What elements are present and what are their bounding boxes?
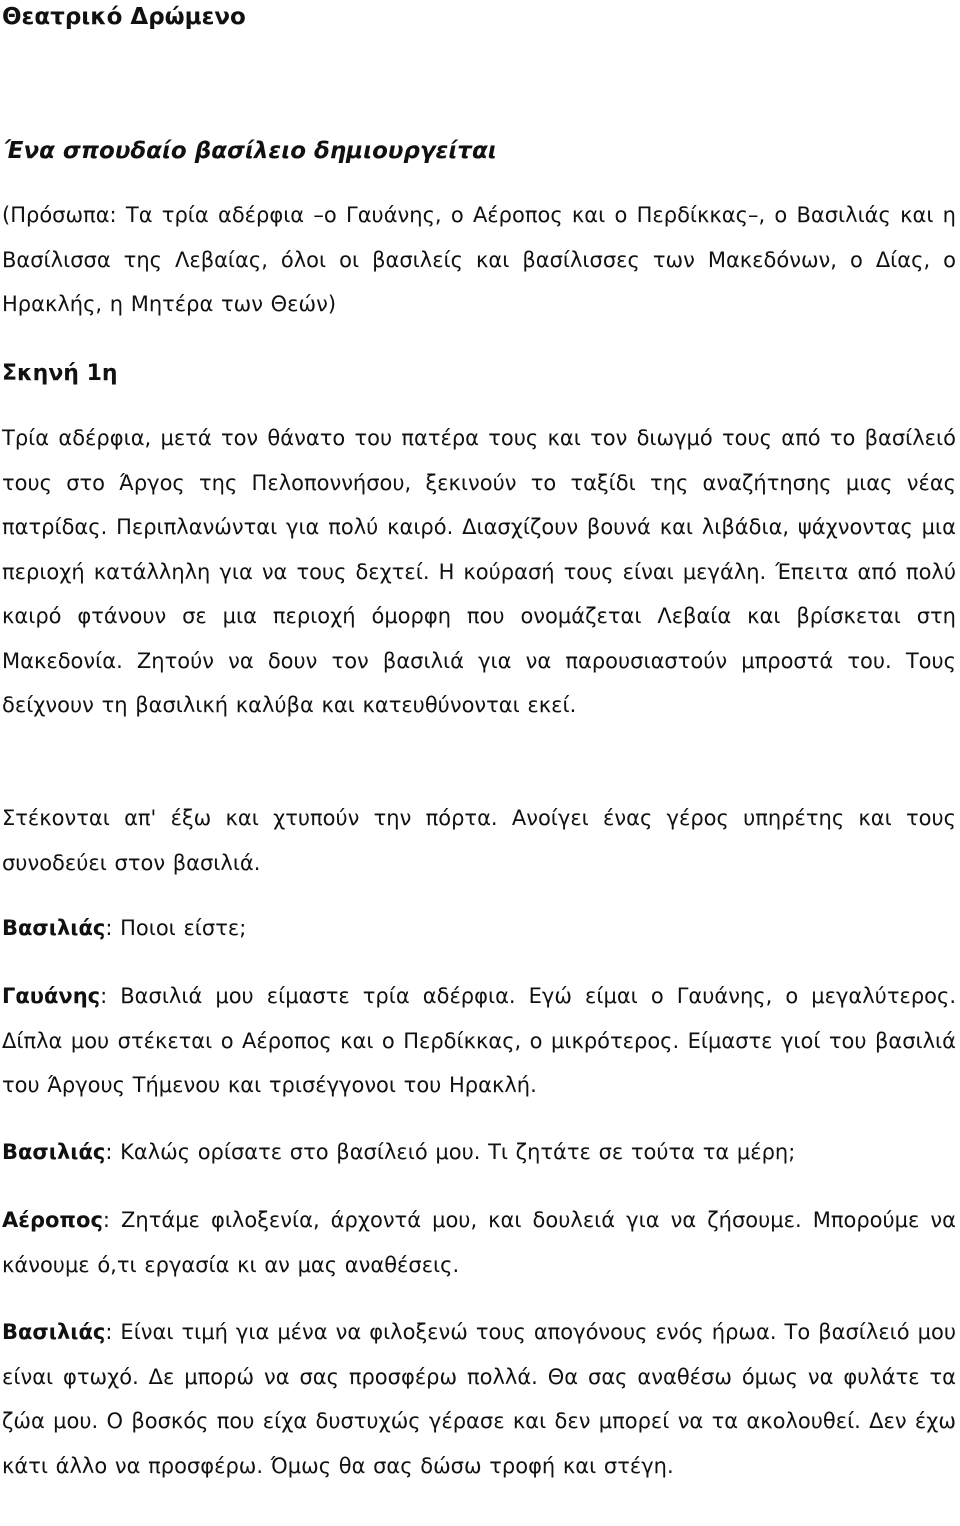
dialogue-text: : Είναι τιμή για μένα να φιλοξενώ τους απογόνους ενός ήρωα. Το βασίλειό μου είναι φτωχό. Δε μπορώ να σας προσφέρω πολλά. Θα σας αναθέσω όμως να φυλάτε τα ζώα μου. Ο βοσκός που είχα δυστυχώς γέρασε και δεν μπορεί να τα ακολουθεί. Δεν έχω κάτι άλλο να προσφέρω. Όμως θα σας δώσω τροφή και στέγη. — [2, 1320, 956, 1478]
play-title: Ένα σπουδαίο βασίλειο δημιουργείται — [4, 138, 497, 164]
document-title: Θεατρικό Δρώμενο — [2, 4, 246, 30]
dialogue-text: : Ποιοι είστε; — [105, 916, 247, 940]
dialogue-text: : Βασιλιά μου είμαστε τρία αδέρφια. Εγώ είμαι ο Γαυάνης, ο μεγαλύτερος. Δίπλα μου στέκεται ο Αέροπος και ο Περδίκκας, ο μικρότερος. Είμαστε γιοί του βασιλιά του Άργους Τήμενου και τρισέγγονοι του Ηρακλή. — [2, 984, 956, 1097]
speaker-name: Βασιλιάς — [2, 1320, 106, 1344]
narration-paragraph-1: Τρία αδέρφια, μετά τον θάνατο του πατέρα τους και τον διωγμό τους από το βασίλειό τους στο Άργος της Πελοποννήσου, ξεκινούν το ταξίδι της αναζήτησης μιας νέας πατρίδας. Περιπλανώνται για πολύ καιρό. Διασχίζουν βουνά και λιβάδια, ψάχνοντας μια περιοχή κατάλληλη για να τους δεχτεί. Η κούρασή τους είναι μεγάλη. Έπειτα από πολύ καιρό φτάνουν σε μια περιοχή όμορφη που ονομάζεται Λεβαία και βρίσκεται στη Μακεδονία. Ζητούν να δουν τον βασιλιά για να παρουσιαστούν μπροστά του. Τους δείχνουν τη βασιλική καλύβα και κατευθύνονται εκεί. — [2, 426, 956, 717]
characters-paragraph: (Πρόσωπα: Τα τρία αδέρφια –ο Γαυάνης, ο Αέροπος και ο Περδίκκας–, ο Βασιλιάς και η Βασίλισσα της Λεβαίας, όλοι οι βασιλείς και βασίλισσες των Μακεδόνων, ο Δίας, ο Ηρακλής, η Μητέρα των Θεών) — [2, 203, 956, 316]
speaker-name: Γαυάνης — [2, 984, 101, 1008]
speaker-name: Βασιλιάς — [2, 916, 106, 940]
dialogue-line — [2, 1198, 956, 1287]
narration-paragraph-2: Στέκονται απ' έξω και χτυπούν την πόρτα. Ανοίγει ένας γέρος υπηρέτης και τους συνοδεύει στον βασιλιά. — [2, 806, 956, 875]
dialogue-text: : Καλώς ορίσατε στο βασίλειό μου. Τι ζητάτε σε τούτα τα μέρη; — [105, 1140, 796, 1164]
dialogue-line — [2, 1130, 956, 1175]
speaker-name: Αέροπος — [2, 1208, 103, 1232]
dialogue-text: : Ζητάμε φιλοξενία, άρχοντά μου, και δουλειά για να ζήσουμε. Μπορούμε να κάνουμε ό,τι εργασία κι αν μας αναθέσεις. — [2, 1208, 956, 1277]
dialogue-line — [2, 974, 956, 1108]
speaker-name: Βασιλιάς — [2, 1140, 106, 1164]
scene-heading: Σκηνή 1η — [2, 361, 118, 386]
dialogue-line — [2, 1310, 956, 1488]
dialogue-line — [2, 906, 956, 951]
